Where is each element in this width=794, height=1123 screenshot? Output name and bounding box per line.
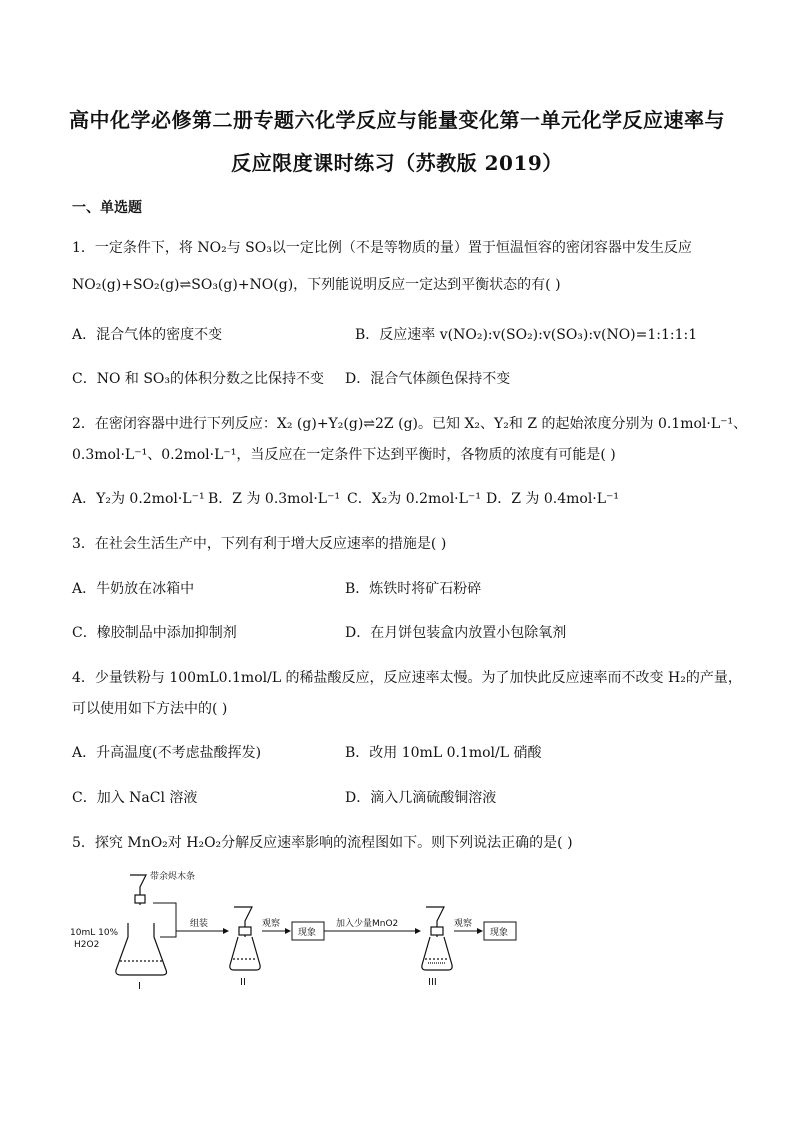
document-title-line-1: 高中化学必修第二册专题六化学反应与能量变化第一单元化学反应速率与 <box>69 108 725 132</box>
step-observe-1-label: 观察 <box>262 919 281 929</box>
apparatus-i <box>116 875 167 975</box>
question-4-line-2: 可以使用如下方法中的( ) <box>72 701 228 717</box>
step-observe-2-label: 观察 <box>454 919 473 929</box>
question-5-line-1: 5．探究 MnO₂对 H₂O₂分解反应速率影响的流程图如下。则下列说法正确的是( ) <box>72 835 573 851</box>
step-add-mno2-label: 加入少量MnO2 <box>336 919 399 929</box>
apparatus-iii <box>422 907 452 970</box>
step-assemble-label: 组装 <box>190 919 209 929</box>
question-4-line-1: 4．少量铁粉与 100mL0.1mol/L 的稀盐酸反应，反应速率太慢。为了加快此反应速率而不改变 H₂的产量， <box>72 670 742 686</box>
question-2-option-a: A．Y₂为 0.2mol·L⁻¹ <box>72 491 205 507</box>
flask-label-2: H2O2 <box>74 940 100 950</box>
question-1-line-2: NO₂(g)+SO₂(g)⇌SO₃(g)+NO(g)，下列能说明反应一定达到平衡状态的有( ) <box>72 277 561 293</box>
question-1-option-d: D．混合气体颜色保持不变 <box>345 371 511 387</box>
question-3-option-c: C．橡胶制品中添加抑制剂 <box>72 625 237 641</box>
question-3-option-b: B．炼铁时将矿石粉碎 <box>345 581 482 597</box>
flask-iii-icon <box>422 937 452 970</box>
flask-ii-icon <box>230 937 260 970</box>
question-1-option-b: B．反应速率 v(NO₂):v(SO₂):v(SO₃):v(NO)=1:1:1:1 <box>355 327 698 343</box>
apparatus-ii <box>230 907 260 970</box>
question-2-option-b: B．Z 为 0.3mol·L⁻¹ <box>208 491 341 507</box>
document-title-line-2: 反应限度课时练习（苏教版 2019） <box>231 151 563 175</box>
label-ii: II <box>240 977 246 988</box>
question-2-option-d: D．Z 为 0.4mol·L⁻¹ <box>486 491 620 507</box>
question-2-option-c: C．X₂为 0.2mol·L⁻¹ <box>347 491 481 507</box>
question-3-line-1: 3．在社会生活生产中，下列有利于增大反应速率的措施是( ) <box>72 536 447 552</box>
section-heading: 一、单选题 <box>72 200 142 216</box>
splint-label: 带余烬木条 <box>150 872 196 882</box>
question-3-option-d: D．在月饼包装盒内放置小包除氧剂 <box>345 625 567 641</box>
result-1-label: 现象 <box>298 928 317 938</box>
question-4-option-d: D．滴入几滴硫酸铜溶液 <box>345 790 497 806</box>
label-iii: III <box>428 977 437 988</box>
mno2-flow-diagram <box>68 865 538 995</box>
question-2-line-2: 0.3mol·L⁻¹、0.2mol·L⁻¹，当反应在一定条件下达到平衡时，各物质的浓度有可能是( ) <box>72 447 616 463</box>
question-1-option-a: A．混合气体的密度不变 <box>72 327 223 343</box>
stopper-i-icon <box>135 895 145 903</box>
question-1-line-1: 1．一定条件下，将 NO₂与 SO₃以一定比例（不是等物质的量）置于恒温恒容的密闭容器中发生反应 <box>72 240 692 256</box>
flask-label-1: 10mL 10% <box>70 928 119 938</box>
result-2-label: 现象 <box>490 928 509 938</box>
question-4-option-c: C．加入 NaCl 溶液 <box>72 790 198 806</box>
question-1-option-c: C．NO 和 SO₃的体积分数之比保持不变 <box>72 371 325 387</box>
label-i: I <box>138 981 141 992</box>
question-4-option-b: B．改用 10mL 0.1mol/L 硝酸 <box>345 745 542 761</box>
question-4-option-a: A．升高温度(不考虑盐酸挥发) <box>72 745 262 761</box>
question-3-option-a: A．牛奶放在冰箱中 <box>72 581 195 597</box>
question-2-line-1: 2．在密闭容器中进行下列反应：X₂ (g)+Y₂(g)⇌2Z (g)。已知 X₂、Y₂和 Z 的起始浓度分别为 0.1mol·L⁻¹、 <box>72 416 748 432</box>
flask-i-icon <box>116 923 167 975</box>
